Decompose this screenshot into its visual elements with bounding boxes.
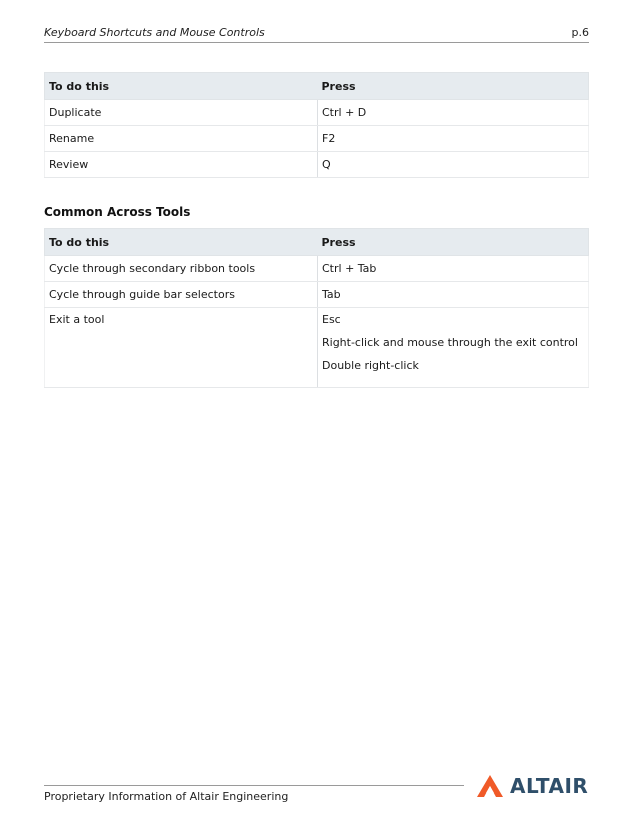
column-header-action: To do this bbox=[45, 73, 318, 100]
key-option: Esc bbox=[322, 313, 341, 326]
footer-divider bbox=[44, 785, 464, 786]
shortcuts-table-2 bbox=[44, 228, 589, 388]
section-heading-common-across-tools: Common Across Tools bbox=[44, 205, 191, 219]
table-row bbox=[45, 282, 589, 308]
action-cell: Cycle through secondary ribbon tools bbox=[45, 256, 318, 282]
page-number: p.6 bbox=[571, 26, 589, 39]
table-row bbox=[45, 308, 589, 388]
keys-cell: Ctrl + D bbox=[318, 100, 589, 126]
key-option: Double right-click bbox=[322, 359, 419, 372]
key-option: Right-click and mouse through the exit control bbox=[322, 336, 578, 349]
action-cell: Review bbox=[45, 152, 318, 178]
table-row bbox=[45, 256, 589, 282]
action-cell: Duplicate bbox=[45, 100, 318, 126]
column-header-press: Press bbox=[318, 229, 589, 256]
keys-cell: F2 bbox=[318, 126, 589, 152]
table-row bbox=[45, 100, 589, 126]
table-header-row bbox=[45, 229, 589, 256]
action-cell: Exit a tool bbox=[45, 308, 318, 388]
column-header-press: Press bbox=[318, 73, 589, 100]
altair-logo bbox=[476, 772, 588, 800]
keys-cell: Ctrl + Tab bbox=[318, 256, 589, 282]
table-header-row bbox=[45, 73, 589, 100]
column-header-action: To do this bbox=[45, 229, 318, 256]
keys-cell: Q bbox=[318, 152, 589, 178]
page-header bbox=[44, 26, 589, 43]
logo-wordmark: ALTAIR bbox=[510, 774, 589, 798]
altair-logo-icon bbox=[476, 774, 504, 798]
table-row bbox=[45, 152, 589, 178]
footer-text: Proprietary Information of Altair Engineering bbox=[44, 790, 289, 803]
keys-cell bbox=[318, 308, 589, 388]
document-title: Keyboard Shortcuts and Mouse Controls bbox=[44, 26, 265, 39]
shortcuts-table-1 bbox=[44, 72, 589, 178]
action-cell: Cycle through guide bar selectors bbox=[45, 282, 318, 308]
keys-cell: Tab bbox=[318, 282, 589, 308]
table-row bbox=[45, 126, 589, 152]
action-cell: Rename bbox=[45, 126, 318, 152]
